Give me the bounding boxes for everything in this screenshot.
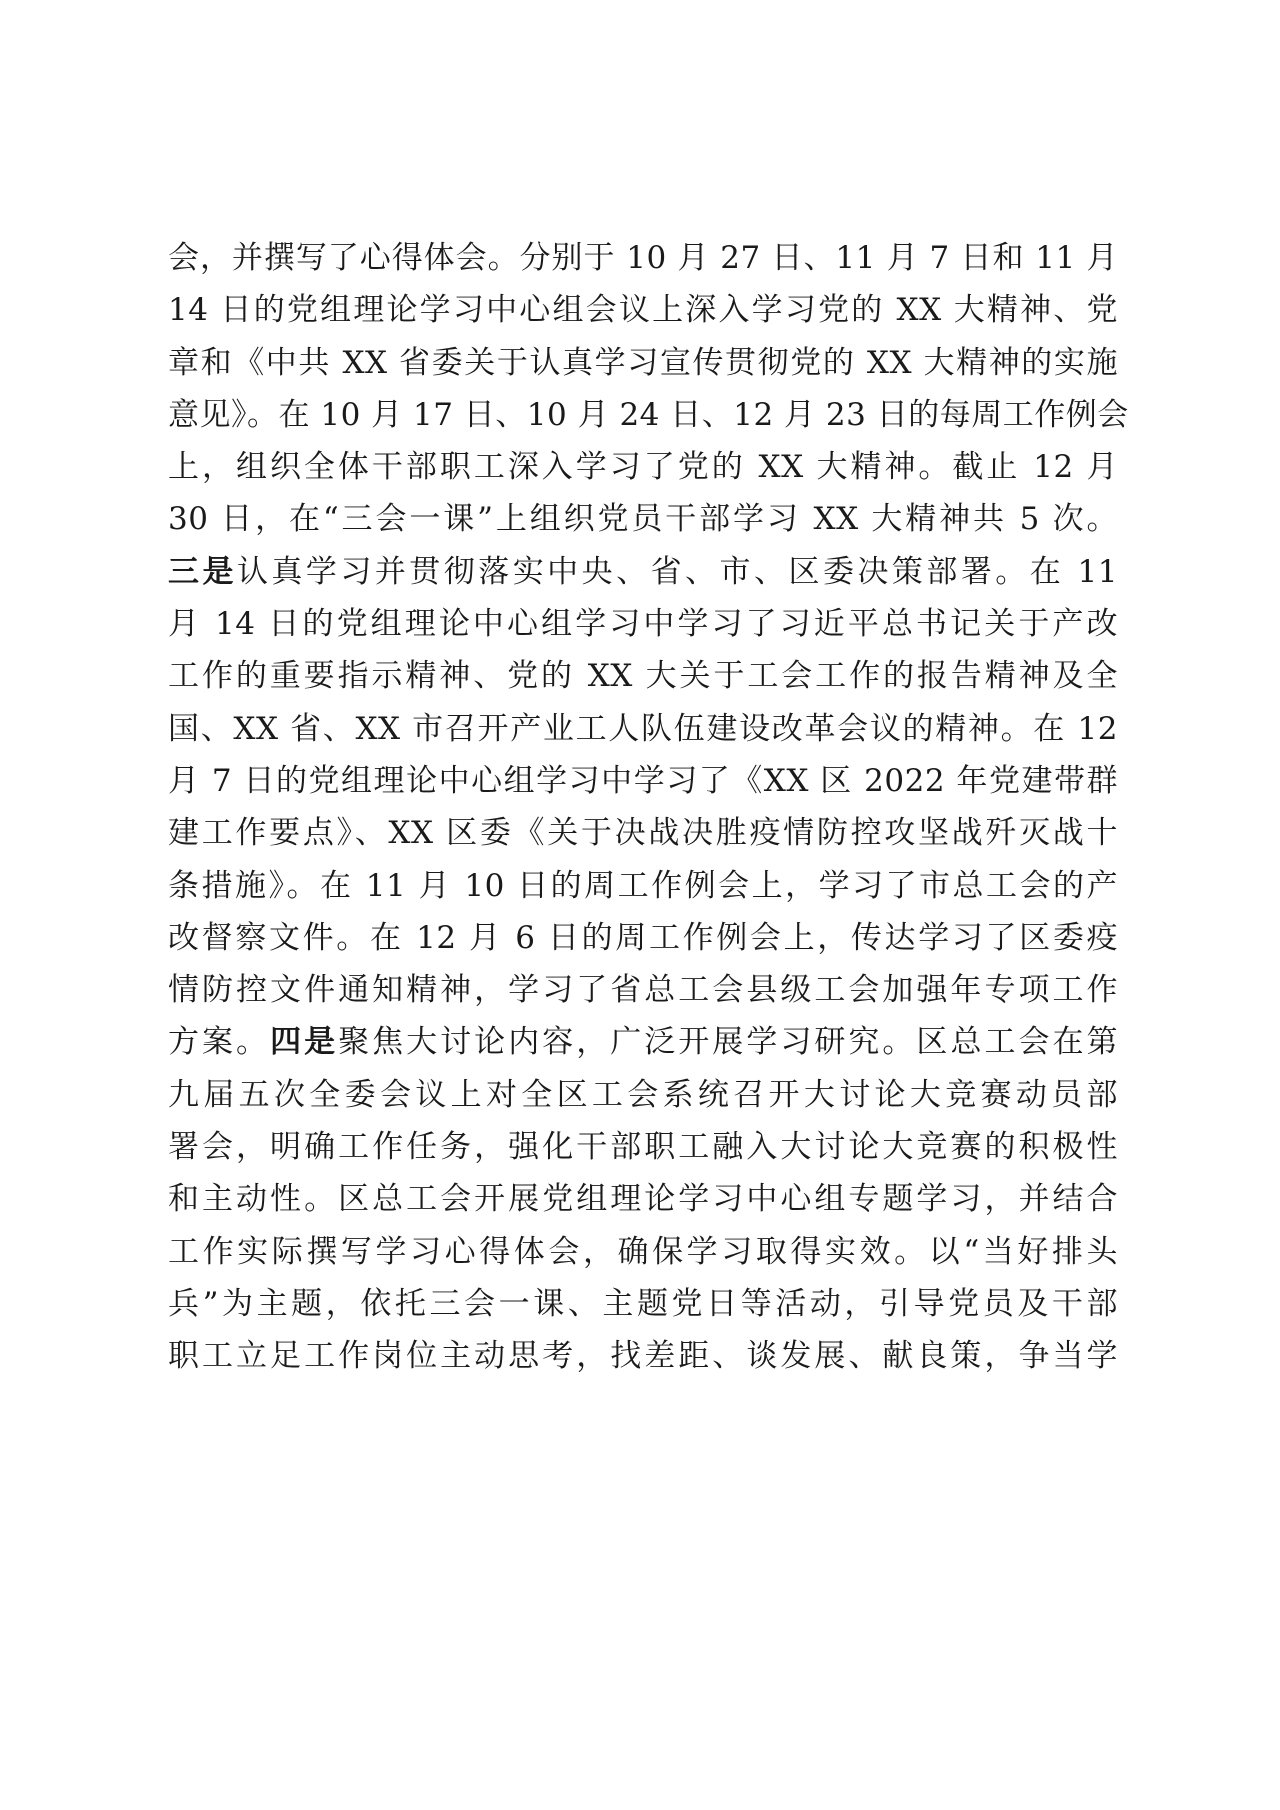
text-segment: 月 7 日的党组理论中心组学习中学习了《XX 区 2022 年党建带群 xyxy=(168,762,1118,799)
text-segment: 职工立足工作岗位主动思考，找差距、谈发展、献良策，争当学 xyxy=(168,1338,1118,1375)
text-line xyxy=(168,650,1118,702)
text-segment: 和主动性。区总工会开展党组理论学习中心组专题学习，并结合 xyxy=(168,1181,1118,1218)
text-segment: 会，并撰写了心得体会。分别于 10 月 27 日、11 月 7 日和 11 月 xyxy=(168,240,1118,276)
text-line xyxy=(168,493,1118,545)
text-segment: 上，组织全体干部职工深入学习了党的 XX 大精神。截止 12 月 xyxy=(168,449,1118,486)
text-segment: 改督察文件。在 12 月 6 日的周工作例会上，传达学习了区委疫 xyxy=(168,919,1118,956)
text-segment: 月 14 日的党组理论中心组学习中学习了习近平总书记关于产改 xyxy=(168,606,1118,643)
text-line xyxy=(168,1226,1118,1278)
text-segment: 情防控文件通知精神，学习了省总工会县级工会加强年专项工作 xyxy=(168,972,1118,1009)
text-line xyxy=(168,1278,1118,1330)
text-segment: 方案。 xyxy=(168,1024,271,1061)
text-line xyxy=(168,284,1118,336)
text-line xyxy=(168,337,1118,389)
text-line xyxy=(168,232,1118,284)
text-line xyxy=(168,598,1118,650)
text-line xyxy=(168,441,1118,493)
text-line xyxy=(168,860,1118,912)
bold-lead-text: 三是 xyxy=(168,553,237,590)
text-segment: 兵”为主题，依托三会一课、主题党日等活动，引导党员及干部 xyxy=(168,1285,1118,1322)
text-segment: 条措施》。在 11 月 10 日的周工作例会上，学习了市总工会的产 xyxy=(168,867,1118,904)
text-line xyxy=(168,1330,1118,1382)
text-line xyxy=(168,703,1118,755)
text-segment: 九届五次全委会议上对全区工会系统召开大讨论大竞赛动员部 xyxy=(168,1076,1118,1113)
text-segment: 认真学习并贯彻落实中央、省、市、区委决策部署。在 11 xyxy=(236,553,1118,590)
text-line xyxy=(168,807,1118,859)
text-segment: 30 日，在“三会一课”上组织党员干部学习 XX 大精神共 5 次。 xyxy=(168,501,1118,538)
text-line xyxy=(168,964,1118,1016)
text-line xyxy=(168,546,1118,598)
text-segment: 署会，明确工作任务，强化干部职工融入大讨论大竞赛的积极性 xyxy=(168,1129,1118,1166)
text-segment: 14 日的党组理论学习中心组会议上深入学习党的 XX 大精神、党 xyxy=(168,292,1118,329)
bold-lead-text: 四是 xyxy=(270,1024,339,1061)
text-segment: 建工作要点》、XX 区委《关于决战决胜疫情防控攻坚战歼灭战十 xyxy=(168,815,1118,852)
text-line xyxy=(168,912,1118,964)
text-segment: 聚焦大讨论内容，广泛开展学习研究。区总工会在第 xyxy=(338,1024,1119,1061)
text-segment: 意见》。在 10 月 17 日、10 月 24 日、12 月 23 日的每周工作例会 xyxy=(168,396,1129,433)
text-line xyxy=(168,1069,1118,1121)
text-segment: 章和《中共 XX 省委关于认真学习宣传贯彻党的 XX 大精神的实施 xyxy=(168,344,1118,381)
text-segment: 工作实际撰写学习心得体会，确保学习取得实效。以“当好排头 xyxy=(168,1233,1118,1270)
body-text xyxy=(168,232,1129,1383)
text-line xyxy=(168,389,1129,441)
text-line xyxy=(168,1121,1118,1173)
text-segment: 工作的重要指示精神、党的 XX 大关于工会工作的报告精神及全 xyxy=(168,658,1118,695)
text-line xyxy=(168,755,1118,807)
text-segment: 国、XX 省、XX 市召开产业工人队伍建设改革会议的精神。在 12 xyxy=(168,710,1118,747)
text-line xyxy=(168,1173,1118,1225)
text-line xyxy=(168,1016,1118,1068)
